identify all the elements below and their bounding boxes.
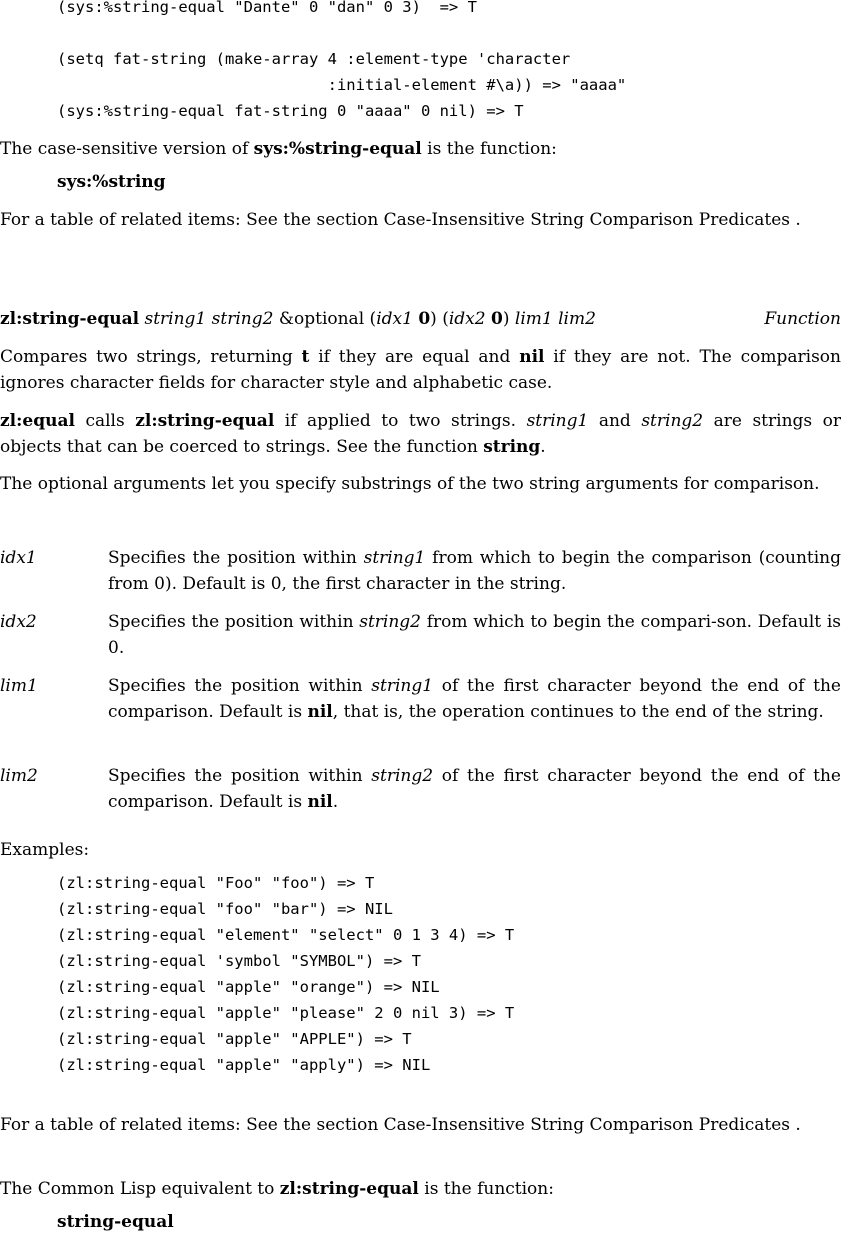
argument-term: idx1	[0, 548, 37, 568]
function-signature: zl:string-equal string1 string2 &optional (idx1 0) (idx2 0) lim1 lim2 Function	[0, 306, 841, 332]
argument-term: lim1	[0, 676, 38, 696]
description-paragraph: Compares two strings, returning t if they are equal and nil if they are not. The comparison ignores character fields for character style and alphabetic case.	[0, 347, 841, 393]
examples-label: Examples:	[0, 840, 90, 860]
code-line: (sys:%string-equal fat-string 0 "aaaa" 0 nil) => T	[57, 102, 524, 120]
example-line: (zl:string-equal "apple" "APPLE") => T	[57, 1030, 412, 1048]
common-lisp-equivalent-paragraph: The Common Lisp equivalent to zl:string-equal is the function:	[0, 1179, 554, 1199]
example-line: (zl:string-equal "element" "select" 0 1 3 4) => T	[57, 926, 515, 944]
code-line: (sys:%string-equal "Dante" 0 "dan" 0 3) => T	[57, 0, 477, 16]
case-sensitive-paragraph: The case-sensitive version of sys:%string-equal is the function:	[0, 139, 557, 159]
argument-term: idx2	[0, 612, 37, 632]
example-line: (zl:string-equal 'symbol "SYMBOL") => T	[57, 952, 421, 970]
example-line: (zl:string-equal "apple" "orange") => NIL	[57, 978, 440, 996]
function-reference: sys:%string	[57, 172, 166, 192]
argument-term: lim2	[0, 766, 38, 786]
related-items-paragraph: For a table of related items: See the section Case-Insensitive String Comparison Predicates .	[0, 210, 801, 230]
related-items-paragraph: For a table of related items: See the section Case-Insensitive String Comparison Predicates .	[0, 1115, 801, 1135]
code-line: (setq fat-string (make-array 4 :element-type 'character	[57, 50, 571, 68]
argument-definition: lim2 Specifies the position within string2 of the first character beyond the end of the comparison. Default is nil.	[0, 763, 841, 815]
example-line: (zl:string-equal "foo" "bar") => NIL	[57, 900, 393, 918]
code-line: :initial-element #\a)) => "aaaa"	[57, 76, 627, 94]
example-line: (zl:string-equal "apple" "apply") => NIL	[57, 1056, 431, 1074]
example-line: (zl:string-equal "Foo" "foo") => T	[57, 874, 375, 892]
argument-definition: idx2 Specifies the position within string2 from which to begin the compari-son. Default is 0.	[0, 609, 841, 661]
function-reference: string-equal	[57, 1212, 174, 1232]
optional-args-paragraph: The optional arguments let you specify substrings of the two string arguments for comparison.	[0, 474, 820, 494]
equal-paragraph: zl:equal calls zl:string-equal if applied to two strings. string1 and string2 are strings or objects that can be coerced to strings. See the function string.	[0, 411, 841, 457]
argument-definition: lim1 Specifies the position within string1 of the first character beyond the end of the comparison. Default is nil, that is, the operation continues to the end of the string.	[0, 673, 841, 725]
function-name: zl:string-equal	[0, 309, 140, 329]
argument-definition: idx1 Specifies the position within string1 from which to begin the comparison (counting from 0). Default is 0, the first character in the string.	[0, 545, 841, 597]
function-kind-label: Function	[764, 309, 841, 329]
example-line: (zl:string-equal "apple" "please" 2 0 nil 3) => T	[57, 1004, 515, 1022]
